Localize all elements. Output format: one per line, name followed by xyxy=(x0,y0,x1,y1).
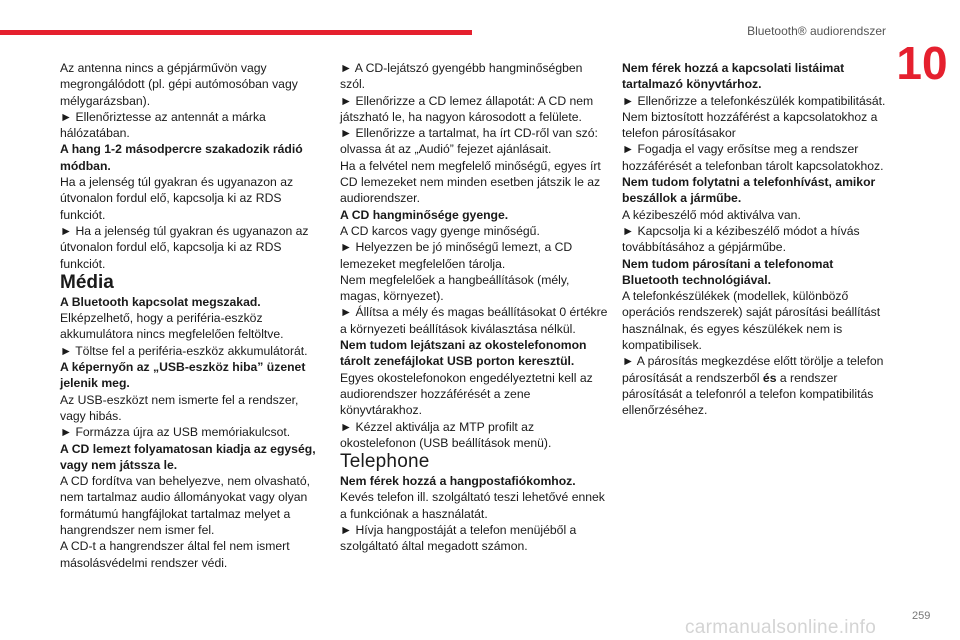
problem-heading: A CD lemezt folyamatosan kiadja az egység, vagy nem játssza le. xyxy=(60,441,316,472)
paragraph: ► Töltse fel a periféria-eszköz akkumulátorát. xyxy=(60,343,308,358)
paragraph: Elképzelhető, hogy a periféria-eszköz akkumulátora nincs megfelelően feltöltve. xyxy=(60,311,284,342)
paragraph: ► Ellenőrizze a tartalmat, ha írt CD-ről van szó: olvassa át az „Audió” fejezet ajánlásait. xyxy=(340,126,598,157)
paragraph: ► Hívja hangpostáját a telefon menüjéből a szolgáltató által megadott számon. xyxy=(340,523,577,554)
problem-heading: Nem tudom folytatni a telefonhívást, amikor beszállok a járműbe. xyxy=(622,175,876,206)
problem-heading: Nem férek hozzá a hangpostafiókomhoz. xyxy=(340,474,576,489)
section-heading: Telephone xyxy=(340,451,430,473)
text-column-3 xyxy=(622,60,888,419)
problem-heading: Nem tudom lejátszani az okostelefonomon tárolt zenefájlokat USB porton keresztül. xyxy=(340,338,587,369)
paragraph: ► Kézzel aktiválja az MTP profilt az okostelefonon (USB beállítások menü). xyxy=(340,419,552,450)
bold-text: és xyxy=(762,370,777,385)
paragraph: Egyes okostelefonokon engedélyeztetni kell az audiorendszer hozzáférését a zene könyvtárakhoz. xyxy=(340,370,593,418)
chapter-title: Bluetooth® audiorendszer xyxy=(747,24,886,38)
page-number: 259 xyxy=(912,610,931,622)
text-column-2 xyxy=(340,60,608,555)
paragraph: A telefonkészülékek (modellek, különböző operációs rendszerek) saját párosítási beállítást használnak, és egyes készülékek nem is kompatibilisek. xyxy=(622,289,881,353)
paragraph: Az antenna nincs a gépjárművön vagy megrongálódott (pl. gépi autómosóban vagy mélygarázsban). xyxy=(60,61,298,108)
problem-heading: Nem férek hozzá a kapcsolati listáimat tartalmazó könyvtárhoz. xyxy=(622,61,845,92)
problem-heading: A CD hangminősége gyenge. xyxy=(340,207,509,222)
paragraph: ► Ellenőriztesse az antennát a márka hálózatában. xyxy=(60,109,266,141)
problem-heading: A hang 1-2 másodpercre szakadozik rádió módban. xyxy=(60,142,303,173)
paragraph: ► Állítsa a mély és magas beállításokat 0 értékre a környezeti beállítások kiválasztása nélkül. xyxy=(340,305,608,336)
chapter-accent-bar xyxy=(0,30,472,35)
section-heading: Média xyxy=(60,271,114,293)
paragraph: ► Fogadja el vagy erősítse meg a rendszer hozzáférését a telefonban tárolt kapcsolatokhoz. xyxy=(622,142,884,173)
paragraph: ► Ellenőrizze a CD lemez állapotát: A CD nem játszható le, ha nagyon károsodott a felülete. xyxy=(340,93,594,124)
paragraph: ► Formázza újra az USB memóriakulcsot. xyxy=(60,425,291,440)
paragraph: Ha a jelenség túl gyakran és ugyanazon az útvonalon fordul elő, kapcsolja ki az RDS funkciót. xyxy=(60,175,294,222)
problem-heading: Nem tudom párosítani a telefonomat Bluetooth technológiával. xyxy=(622,256,834,287)
paragraph: ► A CD-lejátszó gyengébb hangminőségben szól. xyxy=(340,61,583,92)
paragraph: Az USB-eszközt nem ismerte fel a rendszer, vagy hibás. xyxy=(60,392,299,423)
paragraph: ► Ellenőrizze a telefonkészülék kompatibilitását. xyxy=(622,93,886,108)
problem-heading: A Bluetooth kapcsolat megszakad. xyxy=(60,294,261,309)
paragraph: Nem megfelelőek a hangbeállítások (mély, magas, környezet). xyxy=(340,272,570,304)
text-run: ► A párosítás megkezdése előtt törölje a telefon párosítását a rendszerből xyxy=(622,354,884,385)
paragraph: ► Ha a jelenség túl gyakran és ugyanazon az útvonalon fordul elő, kapcsolja ki az RDS funkciót. xyxy=(60,223,309,271)
text-column-1 xyxy=(60,60,322,571)
paragraph: A CD-t a hangrendszer által fel nem ismert másolásvédelmi rendszer védi. xyxy=(60,539,290,570)
paragraph: Kevés telefon ill. szolgáltató teszi lehetővé ennek a funkciónak a használatát. xyxy=(340,490,605,521)
paragraph: ► Helyezzen be jó minőségű lemezt, a CD lemezeket megfelelően tárolja. xyxy=(340,240,573,271)
paragraph: A CD karcos vagy gyenge minőségű. xyxy=(340,223,540,238)
paragraph: A kézibeszélő mód aktiválva van. xyxy=(622,207,801,222)
paragraph: Nem biztosított hozzáférést a kapcsolatokhoz a telefon párosításakor xyxy=(622,109,878,141)
chapter-number: 10 xyxy=(896,37,948,89)
paragraph xyxy=(622,353,888,418)
paragraph: Ha a felvétel nem megfelelő minőségű, egyes írt CD lemezeket nem minden esetben játszik le az audiorendszer. xyxy=(340,158,601,206)
problem-heading: A képernyőn az „USB-eszköz hiba” üzenet jelenik meg. xyxy=(60,360,306,391)
paragraph: A CD fordítva van behelyezve, nem olvasható, nem tartalmaz audio állományokat vagy olyan formátumú hangfájlokat tartalmaz melyet a hangrendszer nem ismer fel. xyxy=(60,474,310,538)
text-run: a rendszer párosítását a telefonról a telefon kompatibilitás ellenőrzéséhez. xyxy=(622,370,874,418)
paragraph: ► Kapcsolja ki a kézibeszélő módot a hívás továbbításához a gépjárműbe. xyxy=(622,223,860,255)
watermark: carmanualsonline.info xyxy=(685,617,877,638)
